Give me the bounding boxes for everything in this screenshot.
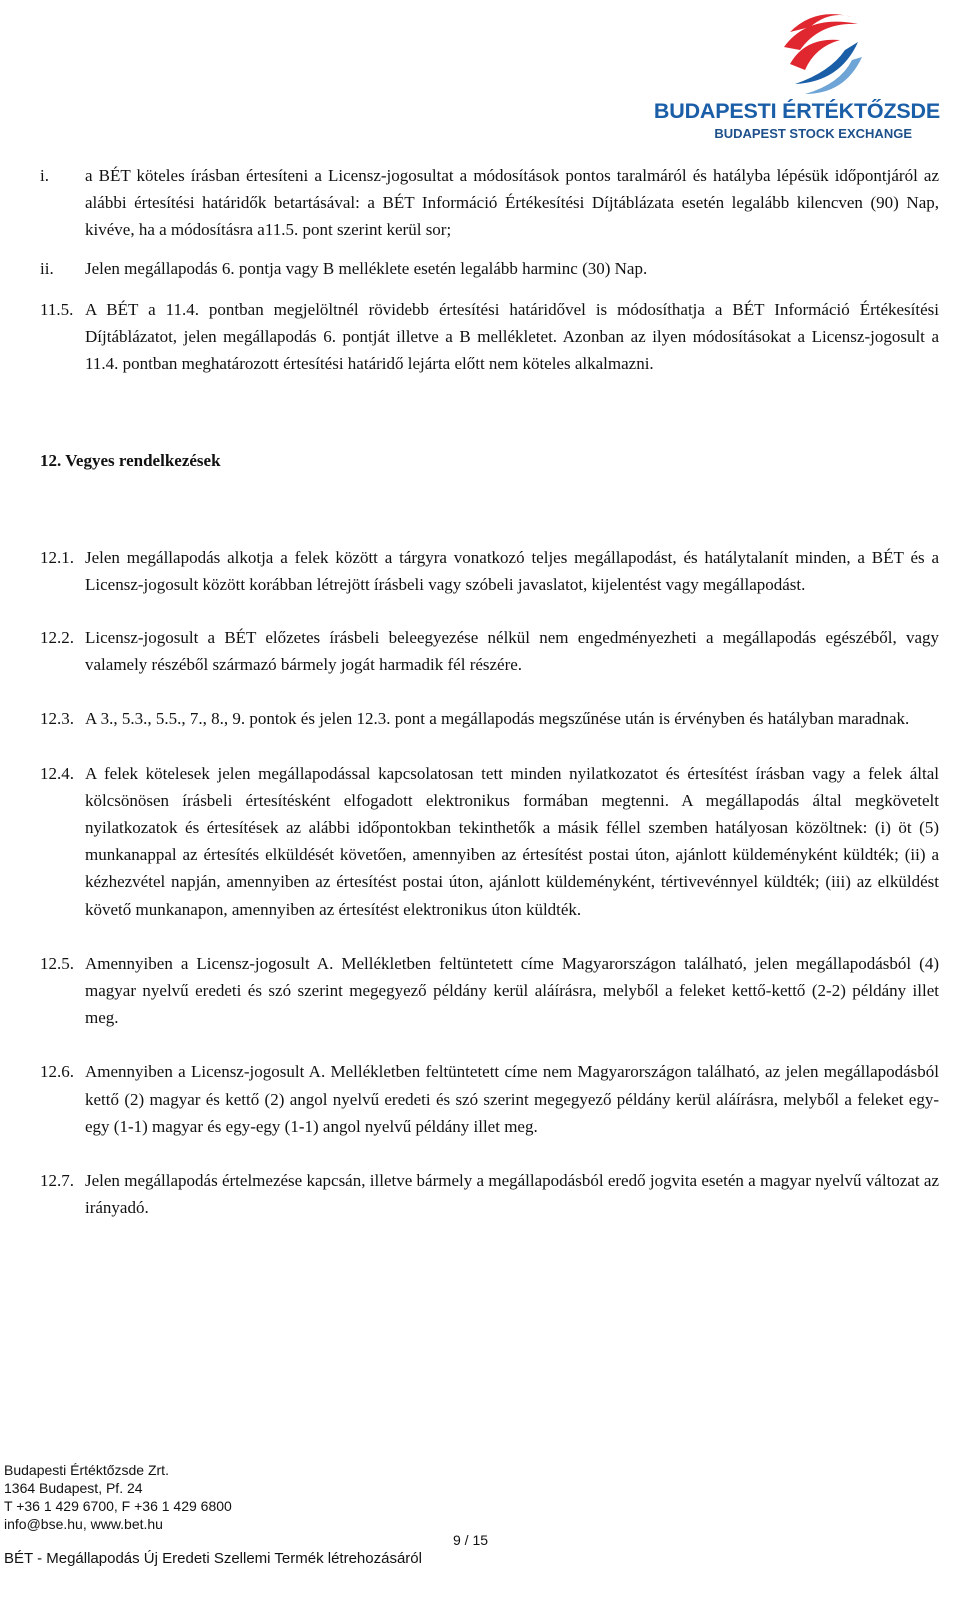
page-number: 9 / 15 <box>453 1532 489 1548</box>
section-heading: 12. Vegyes rendelkezések <box>40 451 221 471</box>
section-number: 12.6. <box>40 1062 74 1082</box>
document-title: BÉT - Megállapodás Új Eredeti Szellemi Termék létrehozásáról <box>4 1550 422 1567</box>
footer-postal: 1364 Budapest, Pf. 24 <box>4 1480 143 1496</box>
section-text: A 3., 5.3., 5.5., 7., 8., 9. pontok és jelen 12.3. pont a megállapodás megszűnése után is érvényben és hatályban maradnak. <box>85 709 910 729</box>
section-text: Jelen megállapodás alkotja a felek között a tárgyra vonatkozó teljes megállapodást, és hatálytalanít minden, a BÉT és a Licensz-jogosult között korábban létrejött írásbeli vagy szóbeli javaslatot, kijelentést vagy megállapodást. <box>85 547 939 594</box>
section-text: Amennyiben a Licensz-jogosult A. Mellékletben feltüntetett címe nem Magyarországon található, az jelen megállapodásból kettő (2) magyar és kettő (2) angol nyelvű eredeti és szó szerint megegyező példány kerül aláírásra, melyből a feleket egy-egy (1-1) magyar és egy-egy (1-1) angol nyelvű példány illet meg. <box>85 1062 939 1136</box>
footer-company: Budapesti Értéktőzsde Zrt. <box>4 1462 169 1478</box>
footer-address <box>4 1461 232 1533</box>
list-number: ii. <box>40 258 54 278</box>
section-text: Amennyiben a Licensz-jogosult A. Mellékletben feltüntetett címe Magyarországon található, jelen megállapodásból (4) magyar nyelvű eredeti és szó szerint megegyező példány kerül aláírásra, melyből a feleket kettő-kettő (2-2) példány illet meg. <box>85 953 939 1028</box>
section-number: 12.3. <box>40 709 74 729</box>
document-body <box>40 162 939 1221</box>
brand-name: BUDAPESTI ÉRTÉKTŐZSDE <box>653 99 940 123</box>
list-text: Jelen megállapodás 6. pontja vagy B melléklete esetén legalább harminc (30) Nap. <box>85 258 648 278</box>
bse-logo <box>653 2 940 142</box>
section-12-4 <box>40 760 939 923</box>
section-12-5 <box>40 950 939 1032</box>
section-number: 11.5. <box>40 299 74 319</box>
section-text: Licensz-jogosult a BÉT előzetes írásbeli beleegyezése nélkül nem engedményezheti a megállapodás egészéből, vagy valamely részéből származó bármely jogát harmadik fél részére. <box>85 628 939 675</box>
section-text: A felek kötelesek jelen megállapodással kapcsolatosan tett minden nyilatkozatot és értesítést írásban vagy a felek által kölcsönösen írásbeli értesítésként elfogadott elektronikus formában megtenni. A megállapodás által megkövetelt nyilatkozatok és értesítések az alábbi időpontokban tekinthetők a másik féllel szemben hatályosan közöltnek: (i) öt (5) munkanappal az értesítés elküldését követően, amennyiben az értesítést postai úton, ajánlott küldeményként küldték; (ii) a kézhezvétel napján, amennyiben az értesítést postai úton, ajánlott küldeményként, tértivevénnyel küldték; (iii) az elküldést követő munkanapon, amennyiben az értesítést elektronikus úton küldték. <box>85 763 939 919</box>
bse-swirl-icon <box>770 2 870 97</box>
section-12-3 <box>40 705 939 732</box>
list-text: a BÉT köteles írásban értesíteni a Licensz-jogosultat a módosítások pontos taralmáról és hatályba lépésük időpontjáról az alábbi értesítési határidők betartásával: a BÉT Információ Értékesítési Díjtáblázata esetén legalább kilencven (90) Nap, kivéve, ha a módosításra a11.5. pont szerint kerül sor; <box>85 166 939 240</box>
section-text: Jelen megállapodás értelmezése kapcsán, illetve bármely a megállapodásból eredő jogvita esetén a magyar nyelvű változat az irányadó. <box>85 1171 939 1218</box>
section-number: 12.4. <box>40 763 74 783</box>
section-number: 12.2. <box>40 628 74 648</box>
footer-web[interactable]: info@bse.hu, www.bet.hu <box>4 1516 163 1532</box>
section-text: A BÉT a 11.4. pontban megjelöltnél rövidebb értesítési határidővel is módosíthatja a BÉT Információ Értékesítési Díjtáblázatot, jelen megállapodás 6. pontját illetve a B mellékletet. Azonban az ilyen módosításokat a Licensz-jogosult a 11.4. pontban meghatározott értesítési határidő lejárta előtt nem köteles alkalmazni. <box>85 299 939 374</box>
section-number: 12.1. <box>40 547 74 567</box>
list-item <box>40 255 939 282</box>
list-number: i. <box>40 166 49 185</box>
list-item <box>40 162 939 244</box>
section-number: 12.7. <box>40 1171 74 1191</box>
section-12-2 <box>40 624 939 678</box>
section-12-6 <box>40 1058 939 1140</box>
brand-subtitle: BUDAPEST STOCK EXCHANGE <box>714 126 912 141</box>
section-number: 12.5. <box>40 953 74 973</box>
section-12-7 <box>40 1167 939 1221</box>
section-11-5 <box>40 296 939 378</box>
section-12-1 <box>40 544 939 598</box>
footer-phone: T +36 1 429 6700, F +36 1 429 6800 <box>4 1498 232 1514</box>
